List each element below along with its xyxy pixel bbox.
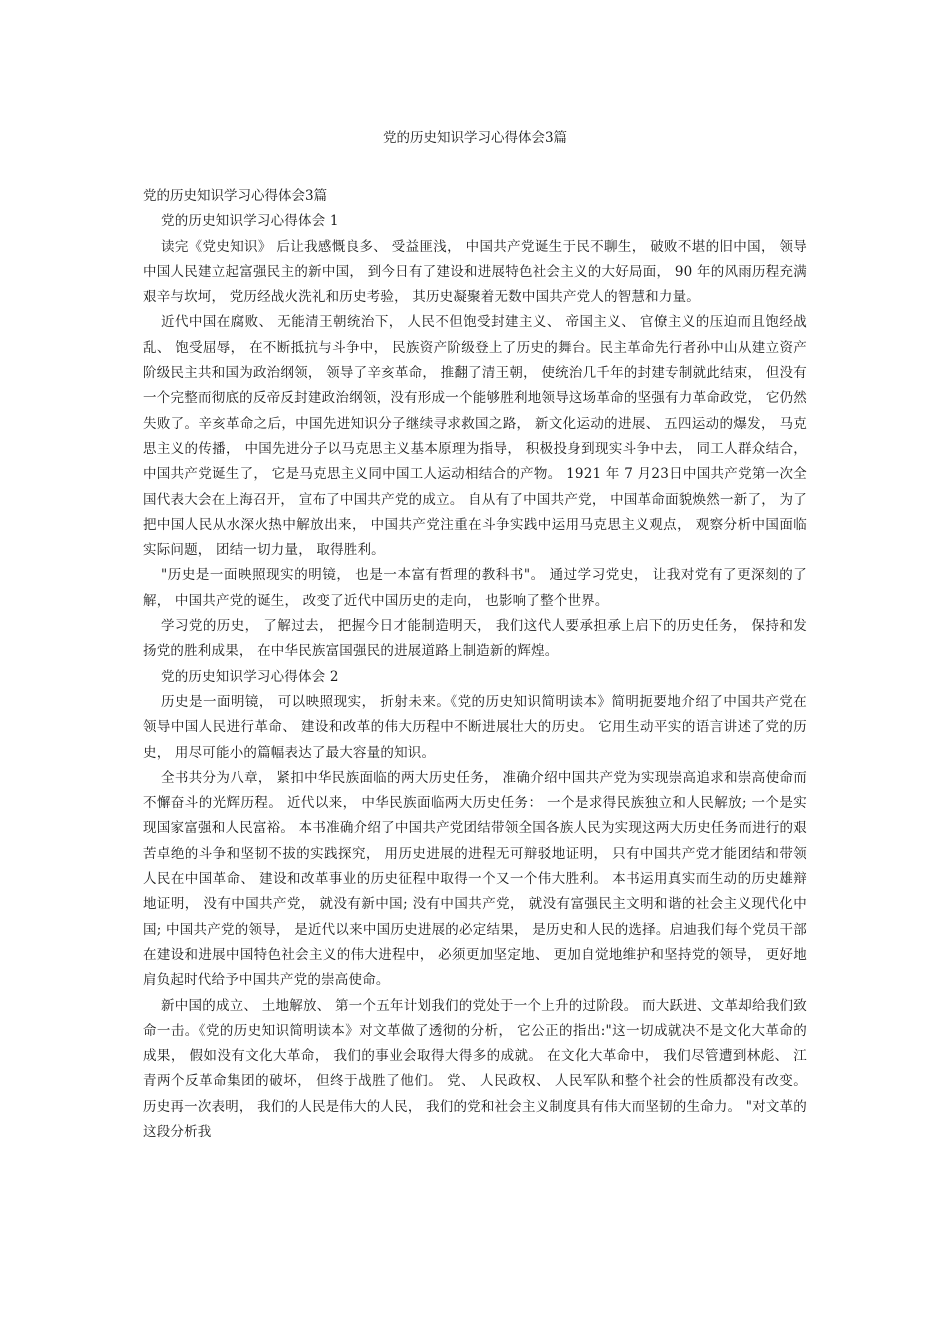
body-paragraph: 全书共分为八章， 紧扣中华民族面临的两大历史任务， 准确介绍中国共产党为实现崇高追求和崇高使命而不懈奋斗的光辉历程。 近代以来， 中华民族面临两大历史任务： 一个是求得民族独立和人民解放; 一个是实现国家富强和人民富裕。 本书准确介绍了中国共产党团结带领全国各族人民为实现这两大历史任务而进行的艰苦卓绝的斗争和坚韧不拔的实践探究， 用历史进展的进程无可辩驳地证明， 只有中国共产党才能团结和带领人民在中国革命、 建设和改革事业的历史征程中取得一个又一个伟大胜利。 本书运用真实而生动的历史雄辩地证明， 没有中国共产党， 就没有新中国; 没有中国共产党， 就没有富强民主文明和谐的社会主义现代化中国; 中国共产党的领导， 是近代以来中国历史进展的必定结果， 是历史和人民的选择。启迪我们每个党员干部在建设和进展中国特色社会主义的伟大进程中， 必须更加坚定地、 更加自觉地维护和坚持党的领导， 更好地肩负起时代给予中国共产党的崇高使命。 [143,769,807,989]
document-heading: 党的历史知识学习心得体会3篇 [143,188,328,204]
body-paragraph: 读完《党史知识》 后让我感慨良多、 受益匪浅， 中国共产党诞生于民不聊生， 破败不堪的旧中国， 领导中国人民建立起富强民主的新中国， 到今日有了建设和进展特色社会主义的大好局面， 90 年的风雨历程充满艰辛与坎坷， 党历经战火洗礼和历史考验， 其历史凝聚着无数中国共产党人的智慧和力量。 [143,238,807,306]
body-paragraph: 近代中国在腐败、 无能清王朝统治下， 人民不但饱受封建主义、 帝国主义、 官僚主义的压迫而且饱经战乱、 饱受屈辱， 在不断抵抗与斗争中， 民族资产阶级登上了历史的舞台。民主革命先行者孙中山从建立资产阶级民主共和国为政治纲领， 领导了辛亥革命， 推翻了清王朝， 使统治几千年的封建专制就此结束， 但没有一个完整而彻底的反帝反封建政治纲领，没有形成一个能够胜利地领导这场革命的坚强有力革命政党， 它仍然失败了。辛亥革命之后，中国先进知识分子继续寻求救国之路， 新文化运动的进展、 五四运动的爆发， 马克思主义的传播， 中国先进分子以马克思主义基本原理为指导， 积极投身到现实斗争中去， 同工人群众结合， 中国共产党诞生了， 它是马克思主义同中国工人运动相结合的产物。 1921 年 7 月23日中国共产党第一次全国代表大会在上海召开， 宣布了中国共产党的成立。 自从有了中国共产党， 中国革命面貌焕然一新了， 为了把中国人民从水深火热中解放出来， 中国共产党注重在斗争实践中运用马克思主义观点， 观察分析中国面临实际问题， 团结一切力量， 取得胜利。 [143,314,807,559]
section-heading: 党的历史知识学习心得体会 2 [161,668,339,685]
document-body [143,209,807,1145]
section-heading: 党的历史知识学习心得体会 1 [161,213,339,230]
body-paragraph: 新中国的成立、 土地解放、 第一个五年计划我们的党处于一个上升的过阶段。 而大跃进、文革却给我们致命一击。《党的历史知识简明读本》对文革做了透彻的分析， 它公正的指出:"这一切成就决不是文化大革命的成果， 假如没有文化大革命， 我们的事业会取得大得多的成就。 在文化大革命中， 我们尽管遭到林彪、 江青两个反革命集团的破坏， 但终于战胜了他们。 党、 人民政权、 人民军队和整个社会的性质都没有改变。 历史再一次表明， 我们的人民是伟大的人民， 我们的党和社会主义制度具有伟大而坚韧的生命力。 "对文革的这段分析我 [143,997,807,1140]
body-paragraph: 历史是一面明镜， 可以映照现实， 折射未来。《党的历史知识简明读本》简明扼要地介绍了中国共产党在领导中国人民进行革命、 建设和改革的伟大历程中不断进展壮大的历史。 它用生动平实的语言讲述了党的历史， 用尽可能小的篇幅表达了最大容量的知识。 [143,693,807,761]
document-page [143,0,807,1145]
document-title: 党的历史知识学习心得体会3篇 [382,130,568,146]
body-paragraph: "历史是一面映照现实的明镜， 也是一本富有哲理的教科书"。 通过学习党史， 让我对党有了更深刻的了解， 中国共产党的诞生， 改变了近代中国历史的走向， 也影响了整个世界。 [143,567,807,609]
body-paragraph: 学习党的历史， 了解过去， 把握今日才能制造明天， 我们这代人要承担承上启下的历史任务， 保持和发扬党的胜利成果， 在中华民族富国强民的进展道路上制造新的辉煌。 [143,618,807,660]
